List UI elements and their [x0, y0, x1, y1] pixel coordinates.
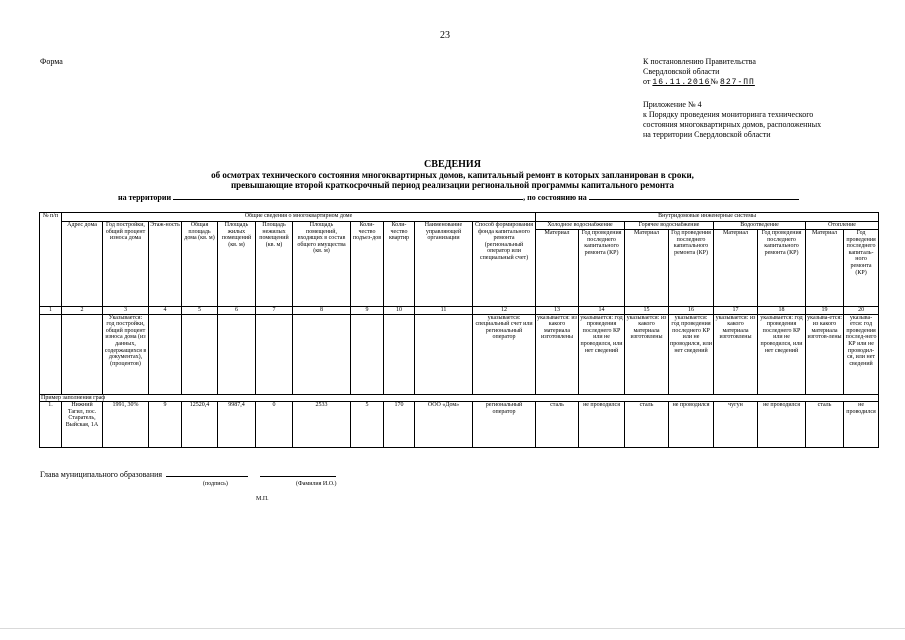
example-cell: региональный оператор: [473, 402, 536, 448]
decree-reference: [643, 57, 756, 88]
head-label: Глава муниципального образования: [40, 470, 163, 479]
example-cell: 9: [149, 402, 182, 448]
sub-cold-water-header: Холодное водоснабжение: [536, 222, 625, 230]
col-heat-year-header: Год проведения последнего капиталь-ного ремонта (КР): [844, 230, 879, 307]
example-cell: 1.: [40, 402, 62, 448]
example-cell: сталь: [536, 402, 579, 448]
example-cell: ООО «Дом»: [415, 402, 473, 448]
column-number: 11: [415, 307, 473, 315]
column-number: 20: [844, 307, 879, 315]
col-hot-year-header: Год проведения последнего капитального ремонта (КР): [669, 230, 714, 307]
hint-heat-year: указыва-ется: год проведения послед-него КР или не проводил-ся, или нет сведений: [844, 314, 879, 394]
document-subtitle-1: об осмотрах технического состояния многоквартирных домов, капитальный ремонт в которых запланирован в сроки,: [211, 170, 694, 180]
decree-number-prefix: №: [710, 77, 719, 86]
column-number: 15: [625, 307, 669, 315]
page-number: 23: [440, 30, 450, 41]
example-cell: не проводился: [669, 402, 714, 448]
col-living-area-header: Площадь жилых помещений (кв. м): [218, 222, 256, 307]
hint-drain-material: указывается: из какого материала изготовлены: [714, 314, 758, 394]
sub-hot-water-header: Горячее водоснабжение: [625, 222, 714, 230]
state-date-blank: [589, 193, 799, 200]
decree-date: 16.11.2016: [652, 78, 711, 87]
form-label: Форма: [40, 57, 63, 66]
example-cell: 5: [351, 402, 384, 448]
sub-drainage-header: Водоотведение: [714, 222, 806, 230]
hint-fund-method: указывается: специальный счет или региональный оператор: [473, 314, 536, 394]
example-cell: 1991, 30%: [103, 402, 149, 448]
example-cell: 9987,4: [218, 402, 256, 448]
state-label: , по состоянию на: [523, 193, 587, 202]
column-numbers-row: [40, 307, 879, 315]
col-drain-material-header: Материал: [714, 230, 758, 307]
col-heat-material-header: Материал: [806, 230, 844, 307]
document-subtitle-2: превышающие второй краткосрочный период реализации региональной программы капитального ремонта: [230, 180, 675, 190]
example-cell: 170: [384, 402, 415, 448]
document-title: СВЕДЕНИЯ: [424, 159, 481, 170]
hint-year: Указывается: год постройки, общий процент износа дома (из данных, содержащихся в документах), (процентов): [103, 314, 149, 394]
hint-hot-material: указывается: из какого материала изготовлены: [625, 314, 669, 394]
decree-line3: [643, 77, 756, 88]
hint-hot-year: указывается: год проведения последнего КР или не проводился, или нет сведений: [669, 314, 714, 394]
territory-blank: [173, 193, 523, 200]
col-total-area-header: Общая площадь дома (кв. м): [182, 222, 218, 307]
hint-heat-material: указыва-ется: из какого материала изготов-лены: [806, 314, 844, 394]
hint-cold-material: указывается: из какого материала изготовлены: [536, 314, 579, 394]
example-cell: 2533: [293, 402, 351, 448]
example-label: Пример заполнения граф: [40, 394, 879, 402]
name-blank: [260, 470, 336, 477]
column-number: 9: [351, 307, 384, 315]
example-cell: 0: [256, 402, 293, 448]
column-number: 8: [293, 307, 351, 315]
decree-date-prefix: от: [643, 77, 651, 86]
col-cold-year-header: Год проведения последнего капитального ремонта (КР): [579, 230, 625, 307]
example-cell: Нижний Тагил, пос. Старатель, Выйская, 1А: [62, 402, 103, 448]
col-cold-material-header: Материал: [536, 230, 579, 307]
col-floors-header: Этаж-ность: [149, 222, 182, 307]
column-number: 18: [758, 307, 806, 315]
signature-caption: (подпись): [203, 481, 228, 487]
group-general-header: Общие сведения о многоквартирном доме: [62, 213, 536, 222]
column-number: 17: [714, 307, 758, 315]
col-common-area-header: Площадь помещений, входящих в состав общего имущества (кв. м): [293, 222, 351, 307]
data-table: [39, 212, 879, 448]
col-management-header: Наименование управляющей организации: [415, 222, 473, 307]
decree-line2: Свердловской области: [643, 67, 720, 76]
column-number: 3: [103, 307, 149, 315]
column-number: 10: [384, 307, 415, 315]
example-cell: 12520,4: [182, 402, 218, 448]
example-cell: чугун: [714, 402, 758, 448]
column-number: 7: [256, 307, 293, 315]
example-cell: сталь: [625, 402, 669, 448]
col-nonliving-area-header: Площадь нежилых помещений (кв. м): [256, 222, 293, 307]
col-address-header: Адрес дома: [62, 222, 103, 307]
annex-block: [643, 100, 823, 140]
column-number: 6: [218, 307, 256, 315]
col-drain-year-header: Год проведения последнего капитального ремонта (КР): [758, 230, 806, 307]
table-row: [40, 402, 879, 448]
col-no-header: № п/п: [40, 213, 62, 307]
document-heading: [0, 160, 905, 190]
column-number: 16: [669, 307, 714, 315]
col-apartments-header: Коли-чество квартир: [384, 222, 415, 307]
group-systems-header: Внутридомовые инженерные системы: [536, 213, 879, 222]
territory-label: на территории: [118, 193, 172, 202]
name-caption: (Фамилия И.О.): [296, 481, 337, 487]
col-year-header: Год постройки, общий процент износа дома: [103, 222, 149, 307]
signature-line: [40, 470, 336, 479]
territory-line: [118, 193, 799, 202]
example-cell: не проводился: [579, 402, 625, 448]
scan-edge: [0, 628, 905, 629]
example-cell: не проводился: [758, 402, 806, 448]
column-number: 14: [579, 307, 625, 315]
hint-drain-year: указывается: год проведения последнего КР или не проводился, или нет сведений: [758, 314, 806, 394]
column-number: 1: [40, 307, 62, 315]
column-number: 12: [473, 307, 536, 315]
sub-heating-header: Отопление: [806, 222, 879, 230]
column-number: 19: [806, 307, 844, 315]
annex-text: к Порядку проведения мониторинга технического состояния многоквартирных домов, расположенных на территории Свердловской области: [643, 110, 822, 139]
example-cell: не проводился: [844, 402, 879, 448]
column-number: 2: [62, 307, 103, 315]
col-hot-material-header: Материал: [625, 230, 669, 307]
signature-blank: [166, 470, 248, 477]
hints-row: [40, 314, 879, 394]
stamp-label: М.П.: [256, 496, 269, 502]
hint-cold-year: указывается: год проведения последнего КР или не проводился, или нет сведений: [579, 314, 625, 394]
decree-line1: К постановлению Правительства: [643, 57, 756, 66]
decree-number: 827-ПП: [720, 78, 755, 87]
col-fund-method-header: Способ формирования фонда капитального ремонта (региональный оператор или специальный счет): [473, 222, 536, 307]
column-number: 13: [536, 307, 579, 315]
column-number: 4: [149, 307, 182, 315]
col-entrances-header: Коли-чество подъез-дов: [351, 222, 384, 307]
example-cell: сталь: [806, 402, 844, 448]
column-number: 5: [182, 307, 218, 315]
annex-title: Приложение № 4: [643, 100, 702, 109]
